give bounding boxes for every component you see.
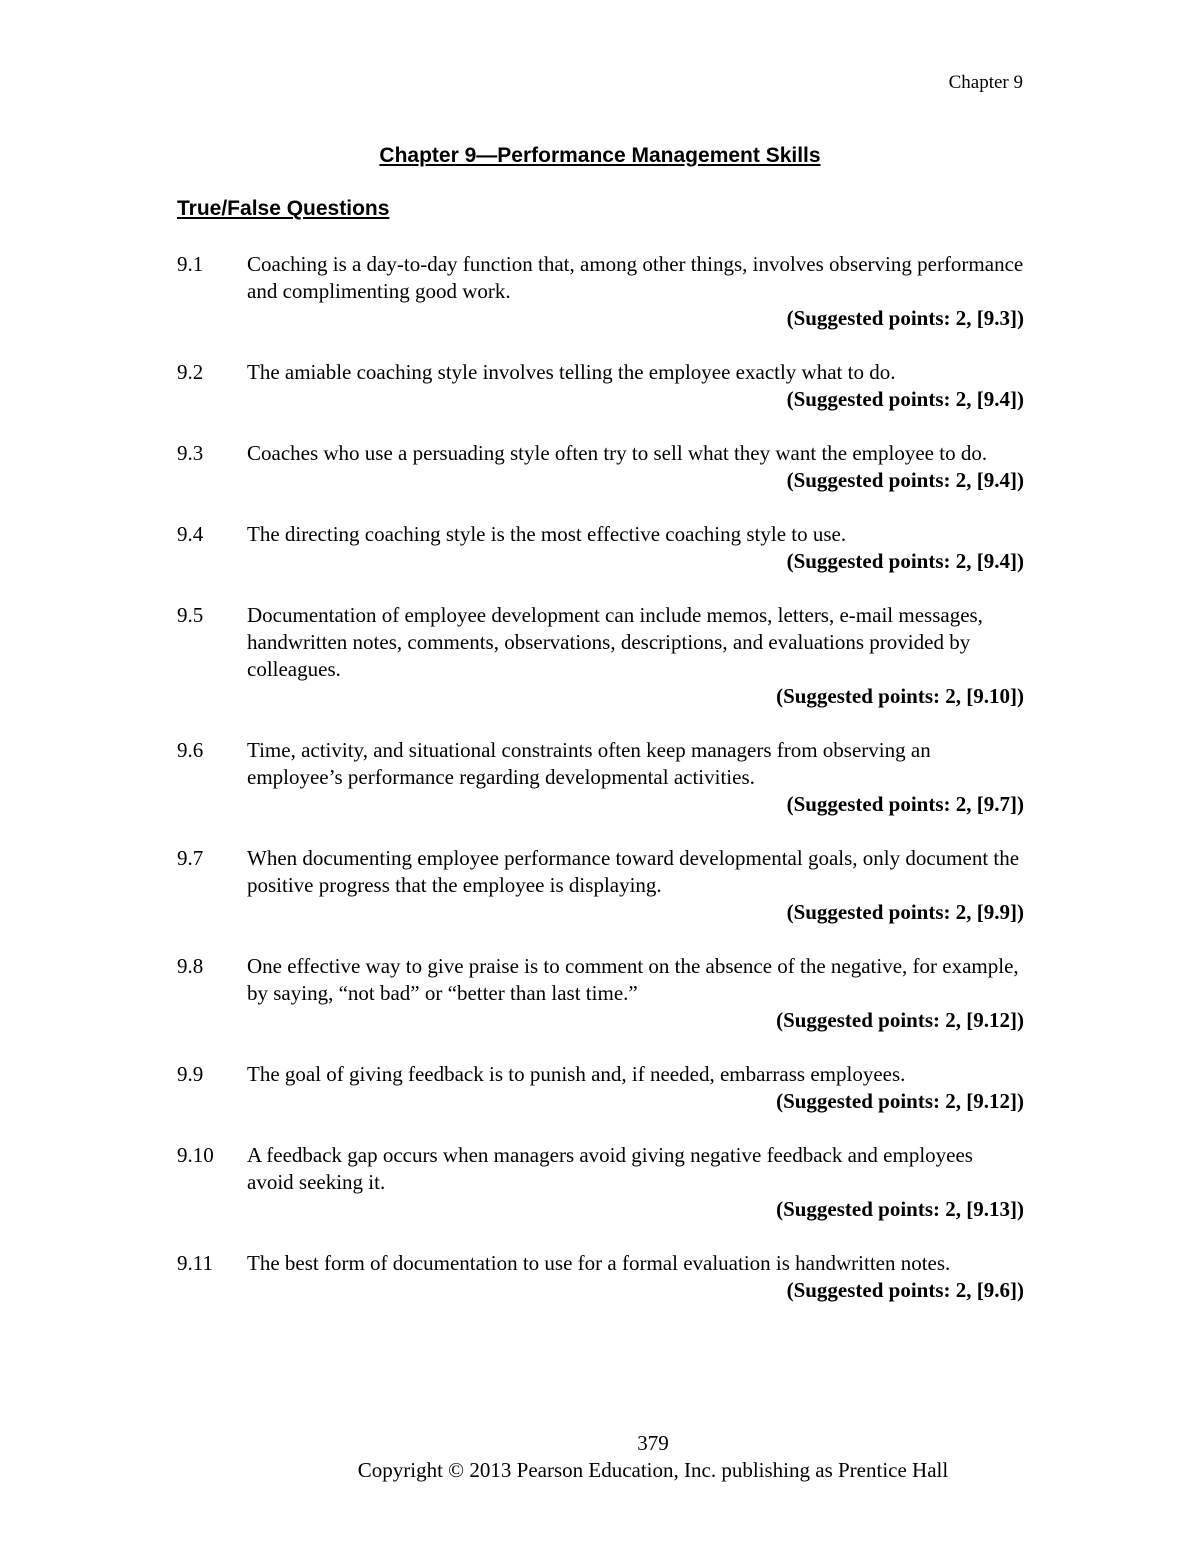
question-number: 9.4 (177, 522, 204, 546)
page-number: 379 (637, 1431, 669, 1455)
question-item (177, 1061, 1024, 1115)
question-number: 9.11 (177, 1251, 213, 1275)
question-number: 9.2 (177, 360, 204, 384)
question-number: 9.3 (177, 441, 204, 465)
question-item (177, 440, 1024, 494)
question-number: 9.7 (177, 846, 204, 870)
question-text: The best form of documentation to use for a formal evaluation is handwritten notes. (247, 1251, 951, 1275)
question-item (177, 521, 1024, 575)
question-points: (Suggested points: 2, [9.4]) (786, 549, 1024, 573)
question-points: (Suggested points: 2, [9.10]) (776, 684, 1024, 708)
question-text: Coaching is a day-to-day function that, among other things, involves observing performance and complimenting good work. (247, 252, 1024, 303)
question-text: One effective way to give praise is to comment on the absence of the negative, for example, by saying, “not bad” or “better than last time.” (247, 954, 1019, 1005)
question-text: Documentation of employee development can include memos, letters, e-mail messages, handwritten notes, comments, observations, descriptions, and evaluations provided by colleagues. (247, 603, 983, 681)
question-number: 9.8 (177, 954, 204, 978)
question-item (177, 737, 1024, 818)
question-points: (Suggested points: 2, [9.4]) (786, 387, 1024, 411)
question-points: (Suggested points: 2, [9.13]) (776, 1197, 1024, 1221)
question-points: (Suggested points: 2, [9.9]) (786, 900, 1024, 924)
question-points: (Suggested points: 2, [9.12]) (776, 1089, 1024, 1113)
section-heading: True/False Questions (177, 197, 390, 220)
question-text: The goal of giving feedback is to punish and, if needed, embarrass employees. (247, 1062, 906, 1086)
question-points: (Suggested points: 2, [9.7]) (786, 792, 1024, 816)
question-list (177, 251, 1024, 1331)
question-text: When documenting employee performance toward developmental goals, only document the positive progress that the employee is displaying. (247, 846, 1020, 897)
question-text: A feedback gap occurs when managers avoid giving negative feedback and employees avoid seeking it. (247, 1143, 973, 1194)
question-points: (Suggested points: 2, [9.4]) (786, 468, 1024, 492)
question-item (177, 1142, 1024, 1223)
page-title: Chapter 9—Performance Management Skills (379, 144, 821, 167)
question-item (177, 602, 1024, 710)
question-item (177, 1250, 1024, 1304)
question-points: (Suggested points: 2, [9.6]) (786, 1278, 1024, 1302)
question-item (177, 953, 1024, 1034)
question-item (177, 359, 1024, 413)
question-number: 9.10 (177, 1143, 214, 1167)
question-points: (Suggested points: 2, [9.12]) (776, 1008, 1024, 1032)
question-number: 9.1 (177, 252, 204, 276)
running-header: Chapter 9 (948, 72, 1023, 93)
question-item (177, 251, 1024, 332)
copyright-notice: Copyright © 2013 Pearson Education, Inc. publishing as Prentice Hall (357, 1458, 949, 1482)
question-item (177, 845, 1024, 926)
question-points: (Suggested points: 2, [9.3]) (786, 306, 1024, 330)
question-number: 9.9 (177, 1062, 204, 1086)
question-text: Time, activity, and situational constraints often keep managers from observing an employee’s performance regarding developmental activities. (247, 738, 931, 789)
question-text: Coaches who use a persuading style often try to sell what they want the employee to do. (247, 441, 988, 465)
question-number: 9.5 (177, 603, 204, 627)
question-number: 9.6 (177, 738, 204, 762)
question-text: The directing coaching style is the most effective coaching style to use. (247, 522, 847, 546)
question-text: The amiable coaching style involves telling the employee exactly what to do. (247, 360, 896, 384)
